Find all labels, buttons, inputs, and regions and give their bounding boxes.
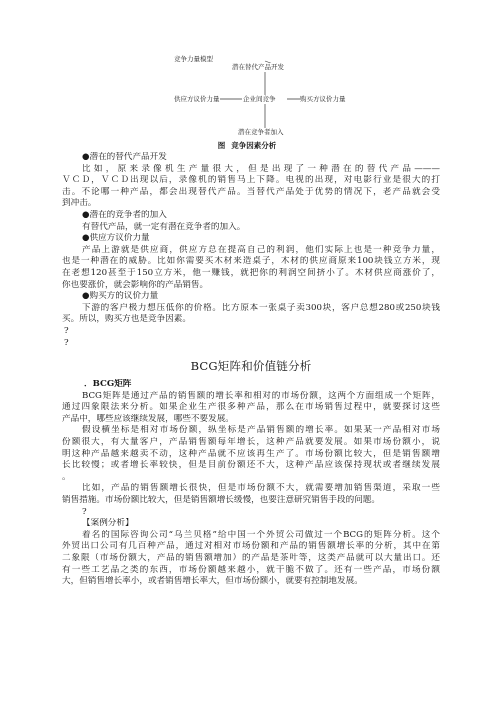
- text-line: ●购买方的议价力量: [82, 291, 159, 302]
- document-body: [62, 152, 440, 588]
- text-line: 产品中，哪些应该继续发展，哪些不要发展。: [62, 413, 234, 424]
- section-subheading: ．BCG矩阵: [84, 379, 132, 390]
- text-line: 产品上游就是供应商，供应方总在提高自己的利润，他们实际上也是一种竞争力量，: [82, 244, 440, 255]
- text-line: 在老想120甚至于150立方米，他一赚钱，就把你的利润空间挤小了。木材供应商涨价了，: [62, 267, 440, 278]
- text-line: BCG矩阵是通过产品的销售额的增长率和相对的市场份额，这两个方面组成一个矩阵，: [82, 390, 440, 401]
- diagram-node-supplier: 供应方议价力量: [174, 95, 220, 103]
- text-line: 比如，原来录像机生产量很大，但是出现了一种潜在的替代产品———: [82, 163, 440, 174]
- text-line: 到冲击。: [62, 198, 97, 209]
- text-line: 有替代产品，就一定有潜在竞争者的加入。: [82, 221, 246, 232]
- text-line: 也是一种潜在的威胁。比如你需要买木材来造桌子，木材的供应商原来100块钱立方米，现: [62, 256, 440, 267]
- text-line: 明这种产品越来越卖不动，这种产品就不应该再生产了。市场份额比较大，但是销售额增: [62, 448, 440, 459]
- text-line: ●供应方议价力量: [82, 233, 150, 244]
- diagram-node-substitute: 潜在替代产品开发: [232, 63, 284, 71]
- figure-caption-label: 图: [217, 141, 226, 150]
- competition-diagram: [150, 55, 350, 153]
- text-line: 通过四象限法来分析。如果企业生产很多种产品，那么在市场销售过程中，就要探讨这些: [62, 402, 440, 413]
- diagram-node-buyer: 购买方议价力量: [300, 95, 346, 103]
- text-line: 长比较慢；或者增长率较快，但是目前份额还不大，这种产品应该保持现状或者继续发展: [62, 460, 440, 471]
- text-line: 销售措施。市场份额比较大，但是销售额增长缓慢，也要注意研究销售手段的问题。: [62, 495, 380, 506]
- figure-caption-text: 竞争因素分析: [231, 141, 277, 150]
- text-line: 着名的国际咨询公司“乌兰贝格”给中国一个外贸公司做过一个BCG的矩阵分析。这个: [82, 529, 440, 540]
- text-line: 假设横坐标是相对市场份额，纵坐标是产品销售额的增长率。如果某一产品相对市场: [82, 425, 440, 436]
- text-line: ●潜在的替代产品开发: [82, 152, 167, 162]
- figure-caption: [0, 140, 500, 151]
- text-line: 份额很大，有大量客户，产品销售额每年增长，这种产品就要发展。如果市场份额小，说: [62, 437, 440, 448]
- text-line: 你也要涨价，就会影响你的产品销售。: [62, 279, 209, 290]
- text-line: 大，但销售增长率小，或者销售增长率大，但市场份额小，就要有控制地发展。: [62, 576, 363, 587]
- text-line: 比如，产品的销售额增长很快，但是市场份额不大，就需要增加销售渠道，采取一些: [82, 483, 440, 494]
- diagram-node-rivalry: 企业间竞争: [243, 95, 276, 103]
- text-line: 买。所以，购买方也是竞争因素。: [62, 314, 191, 325]
- diagram-node-entrant: 潜在竞争者加入: [238, 128, 284, 136]
- text-line: 二象限（市场份额大，产品的销售额增加）的产品是茶叶等，这类产品就可以大量出口。还: [62, 553, 440, 563]
- stray-mark: ?: [64, 325, 69, 336]
- text-line: ＶＣＤ，ＶＣＤ出现以后，录像机的销售马上下降。电视的出现，对电影行业是很大的打: [62, 175, 440, 186]
- stray-mark: ?: [64, 337, 69, 348]
- text-line: 【案例分析】: [82, 518, 134, 529]
- text-line: 。: [62, 471, 71, 482]
- text-line: 击。不论哪一种产品，都会出现替代产品。当替代产品处于优势的情况下，老产品就会受: [62, 186, 440, 197]
- stray-mark: ?: [82, 506, 87, 517]
- text-line: 下游的客户极力想压低你的价格。比方原本一张桌子卖300块，客户总想280或250块钱: [82, 302, 440, 313]
- section-title: BCG矩阵和价值链分析: [190, 359, 312, 374]
- text-line: 有一些工艺品之类的东西，市场份额越来越小，就干脆不做了。还有一些产品，市场份额: [62, 564, 440, 575]
- diagram-node-model: 竞争力量模型: [174, 55, 213, 63]
- text-line: ●潜在的竞争者的加入: [82, 209, 167, 220]
- text-line: 外贸出口公司有几百种产品，通过对相对市场份额和产品的销售额增长率的分析，其中在第: [62, 541, 440, 552]
